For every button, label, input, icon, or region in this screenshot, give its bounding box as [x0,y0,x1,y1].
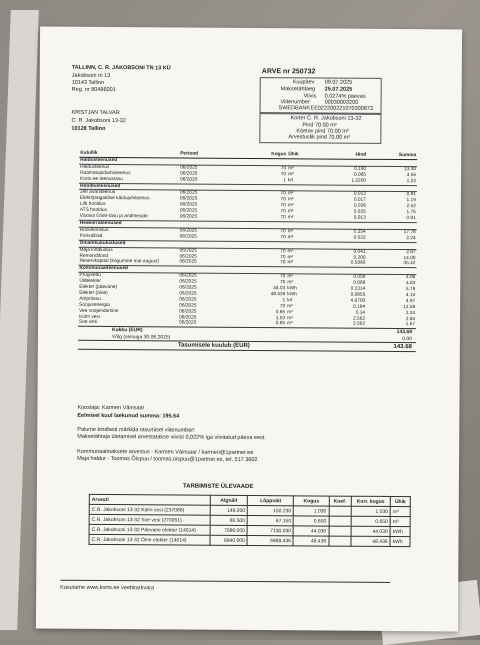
company-name: TALLINN, C. R. JAKOBSONI TN 13 KÜ [71,64,171,72]
consumption-cell: 6940.000 [210,535,247,545]
service-name: Hoovikoristus [79,227,109,233]
service-name: Värava GSM-tasu ja andmeside [79,213,148,220]
service-period: 06/2025 [179,190,198,197]
consumption-cell: C.R. Jakobsoni 13-32 Külm vesi (237086) [89,504,210,515]
consumption-cell: 149.200 [210,505,247,515]
due-date: 25.07.2025 [324,86,353,93]
service-qty: 70 [280,229,286,235]
service-unit: m² [287,304,293,310]
consumption-col: Algnäit [210,495,247,505]
debt-label: Võlg (seisuga 30.06.2025) [111,333,171,340]
service-unit: m³ [287,321,293,327]
service-unit: m³ [287,315,293,321]
service-name: 24h avariiteenus [79,190,116,196]
service-sum: 1.75 [406,210,416,216]
service-sum: 14.00 [403,255,416,261]
service-qty: 70 [280,260,286,266]
service-qty: 1 [283,177,287,183]
contact-accounting: Kommunaalmaksete arvestus - Karmen Väinsaar / karmen@1partner.ee [77,448,254,457]
consumption-col: Kogus [294,496,329,506]
consumption-cell: 0.650 [294,516,329,526]
service-sum: 0.91 [406,216,416,222]
service-period: 06/2025 [179,254,197,260]
consumption-cell: m³ [390,516,410,526]
consumption-cell [329,526,351,536]
consumption-cell: 1.030 [351,506,391,516]
service-unit: m² [287,248,294,254]
service-sum: 35.42 [403,261,416,267]
consumption-cell: 1.030 [294,506,329,516]
ref-label: Viitenumber [280,99,310,106]
consumption-cell [329,506,351,516]
col-service: Kulullik [79,151,179,158]
calc-area-line: Arvestuslik pind 70.00 m² [288,134,351,141]
service-sum: 4.83 [405,281,416,287]
customer-name: KRISTJAN TALVAR [71,109,120,117]
consumption-cell: 44.030 [351,526,391,536]
service-period: 06/2025 [179,309,197,315]
section-title: Omanikukulustused [79,240,417,249]
service-name: Elekter (öine) [79,290,108,296]
service-sum: 1.22 [406,178,417,184]
service-sum: 2.64 [405,316,416,322]
consumption-cell: 150.230 [247,505,293,515]
service-sum: 2.52 [406,204,416,210]
service-name: Ampritasu [79,296,101,302]
service-period: 06/2025 [179,285,197,291]
service-sum: 5.79 [405,287,416,293]
service-period: 06/2025 [180,177,198,183]
consumption-cell: 48.436 [293,536,328,546]
col-unit: Ühik [287,152,315,159]
penalty-value: 0.0274% päevas [324,93,366,100]
service-qty: 1 [282,298,286,304]
consumption-cell: kWh [390,536,410,546]
service-sum: 1.19 [406,198,416,204]
service-period: 06/2025 [179,248,197,254]
debt-value: 0.00 [402,335,412,342]
service-price: 4.9700 [350,298,366,304]
service-price: 0.058 [353,274,366,281]
last-payment: Eelmisel kuul laekunud summa: 195.54 [77,412,180,420]
service-unit: m² [287,254,294,260]
customer-address2: 10128 Tallinn [71,125,106,132]
service-price: 0.194 [353,304,366,310]
service-qty: 70 [280,191,286,197]
service-name: Külm vesi [79,314,100,320]
service-price: 2.562 [352,322,366,328]
service-unit: m² [287,274,293,280]
consumption-cell: 48.436 [351,536,391,546]
due-label: Maksetähtaeg [280,86,316,93]
consumption-row [89,534,410,546]
consumption-col: Ühik [390,496,410,506]
service-period: 06/2025 [179,228,198,234]
consumption-table [88,494,410,547]
service-name: Elekter (päevane) [79,284,118,291]
service-name: Haldusteenus [80,164,110,170]
service-sum: 4.14 [405,293,416,299]
service-qty: 44.03 [273,286,286,292]
service-period: 06/2025 [179,259,197,266]
service-qty: 70 [280,166,287,172]
service-period: 06/2025 [179,291,197,297]
apartment-box [259,113,381,144]
col-price: Hind [315,152,367,159]
service-sum: 3.34 [405,310,416,316]
consumption-cell: 67.150 [247,515,293,525]
service-price: 5.14 [355,310,366,316]
service-qty: 70 [280,171,287,177]
service-qty: 70 [280,274,286,280]
service-unit: m² [287,197,294,203]
service-period: 06/2025 [179,202,198,208]
service-price: 2.562 [353,316,366,322]
consumption-cell [329,536,351,546]
consumption-cell: 7130.030 [247,525,293,535]
service-name: Korto.ee teenustasu [80,176,123,182]
payable-value: 143.68 [393,344,412,351]
service-name: Maja kindlustus [79,247,113,253]
col-qty: Kogus [247,152,287,159]
service-sum: 1.67 [405,322,416,328]
service-name: ATS hooldus [79,207,107,214]
service-qty: 1.03 [275,315,286,321]
consumption-cell [329,516,351,526]
area-line: Pind 70.00 m² [302,122,337,129]
service-unit: kWh [287,286,297,292]
service-period: 06/2025 [179,208,198,214]
service-period: 06/2025 [179,279,197,285]
reference-number: 00030003200 [324,99,359,106]
service-period: 06/2025 [179,320,197,327]
service-price: 0.1314 [350,286,366,292]
service-unit: m² [287,260,294,266]
service-sum: 13.58 [403,304,416,310]
service-name: Prügivedu [79,273,101,279]
consumption-cell: 0.650 [351,516,391,526]
service-unit: m² [287,229,294,235]
service-unit: krt [287,298,293,304]
penalty-label: Viivis [303,93,317,100]
service-sum: 13.30 [404,166,417,172]
service-price: 0.025 [353,209,366,215]
company-address1: Jakobsoni tn 13 [71,72,111,80]
service-unit: krt [288,177,294,183]
service-unit: m² [288,171,294,178]
service-period: 06/2025 [179,273,197,279]
service-qty: 0.65 [275,309,286,315]
total-value: 143.68 [396,329,413,336]
service-period: 06/2025 [180,165,198,171]
invoice-date: 09.07.2025 [324,79,353,86]
total-label: Kokku (EUR) [111,327,143,334]
service-price: 0.0855 [350,292,366,298]
service-price: 1.2200 [351,178,367,184]
service-name: Reservkapital (kogumine mai-august) [79,259,159,265]
date-label: Kuupäev [292,79,315,86]
service-qty: 70 [280,248,286,254]
services-table [78,151,417,329]
service-sum: 2.24 [406,235,416,241]
service-sum: 17.78 [403,229,416,236]
heated-area-line: Köetav pind 70.00 m² [296,128,349,135]
service-qty: 70 [279,280,286,286]
customer-address1: C. R. Jakobsoni 13-32 [71,117,126,125]
service-unit: m² [287,215,294,221]
section-title: Haldusteenused [79,157,417,166]
consumption-col: Arvesti [89,494,210,505]
service-price: 0.041 [353,249,366,255]
service-name: Raamatupidamisteenus [80,170,131,176]
totals-block [78,326,416,352]
service-name: Remondifond [79,253,109,259]
bank-label: SWEDBANK [278,105,311,112]
consumption-col: Korr. kogus [351,496,391,506]
consumption-cell: kWh [390,526,410,536]
service-qty: 70 [280,215,286,221]
service-qty: 70 [280,197,286,203]
reminder-reference: Palume kindlasti märkida tasumisel viitenumber! [77,426,195,434]
service-price: 0.032 [353,235,366,241]
service-price: 0.254 [353,229,366,235]
service-period: 06/2025 [180,171,198,177]
service-period: 06/2025 [179,303,197,309]
service-unit: m² [287,235,294,241]
service-qty: 70 [280,203,286,209]
service-price: 0.190 [354,166,367,172]
footer-text: Kasutame www.korto.ee veebitarkvara [60,584,155,592]
reminder-penalty: Maksetähtaja ületamisel arvestatakse viivist 0,022% iga viivitatud päeva eest. [77,433,266,442]
service-price: 0.017 [353,198,366,204]
service-qty: 70 [279,303,286,310]
consumption-cell: C.R. Jakobsoni 13-32 Soe vesi (270051) [89,514,210,525]
consumption-cell: m³ [390,506,410,516]
consumption-cell: 66.500 [210,515,247,525]
service-name: Soojusenergia [79,302,110,308]
service-period: 06/2025 [179,315,197,321]
payable-label: Tasumisele kuulub (EUR) [177,342,250,350]
underlying-page [0,10,39,630]
compiler: Koostaja: Karmen Väinsaar [77,404,145,412]
section-title: Hooldusteenused [79,183,417,192]
service-price: 0.5060 [350,261,366,267]
consumption-col: Lõppnäit [248,495,294,505]
service-unit: kWh [287,292,297,298]
service-qty: 70 [280,234,286,241]
service-sum: 4.97 [405,298,416,305]
invoice-sheet [36,27,462,632]
col-period: Periood [179,152,247,159]
invoice-title: ARVE nr 250732 [261,68,316,76]
service-unit: m² [287,280,293,286]
service-price: 0.200 [353,255,366,261]
service-name: Vee soojendamine [79,308,119,314]
consumption-cell: 7086.000 [210,525,247,535]
service-sum: 4.55 [406,172,417,178]
service-name: Elektripaigaldise käidujuhiteenus [79,196,150,202]
service-name: Soe vesi [79,320,98,326]
service-price: 0.013 [353,215,366,221]
service-period: 06/2025 [179,214,198,220]
apartment-line: Korter C. R. Jakobsoni 13-32 [290,115,362,122]
consumption-cell: 44.030 [294,526,329,536]
service-qty: 70 [280,254,286,260]
service-price: 0.013 [353,192,366,198]
service-period: 06/2025 [179,297,197,303]
service-sum: 4.06 [405,275,416,281]
service-name: Üldelekter [79,278,101,285]
consumption-cell: 6988.436 [247,535,293,545]
invoice-info-box [260,77,382,114]
consumption-cell: C.R. Jakobsoni 13-32 Öine elekter (14014) [89,534,210,545]
service-qty: 70 [280,209,286,215]
service-sum: 0.91 [406,192,416,198]
service-name: Porivaibad [79,233,103,239]
footer-divider [60,580,390,583]
service-qty: 0.65 [275,321,286,327]
section-title: Heakorrateenused [79,220,417,229]
company-address2: 10143 Tallinn [71,79,105,86]
service-period: 06/2025 [179,234,198,240]
consumption-title: TARBIMISTE ÜLEVAADE [182,483,254,491]
col-sum: Summa [367,153,417,160]
bank-iban: EE022200221070300873 [310,105,373,112]
service-unit: m² [288,166,294,172]
service-price: 0.069 [353,280,366,286]
consumption-col: Koef. [329,496,351,506]
service-unit: m² [287,209,294,215]
consumption-cell: C.R. Jakobsoni 13-32 Päevane elekter (14014) [89,524,210,535]
service-unit: m² [287,191,294,197]
company-reg: Reg. nr 80486001 [71,86,116,94]
service-unit: m³ [287,309,293,315]
contact-manager: Maja haldur - Toomas Õispuu / toomas.oispuu@1partner.ee, tel. 517 3602 [77,455,258,464]
section-title: Kommunaalteenused [78,266,416,275]
service-unit: m² [287,203,294,209]
service-name: Lifti hooldus [79,202,106,208]
service-qty: 48.436 [270,292,286,298]
service-period: 06/2025 [179,196,198,202]
service-price: 0.065 [354,172,367,178]
service-price: 0.036 [353,203,366,210]
service-sum: 2.87 [406,249,416,255]
